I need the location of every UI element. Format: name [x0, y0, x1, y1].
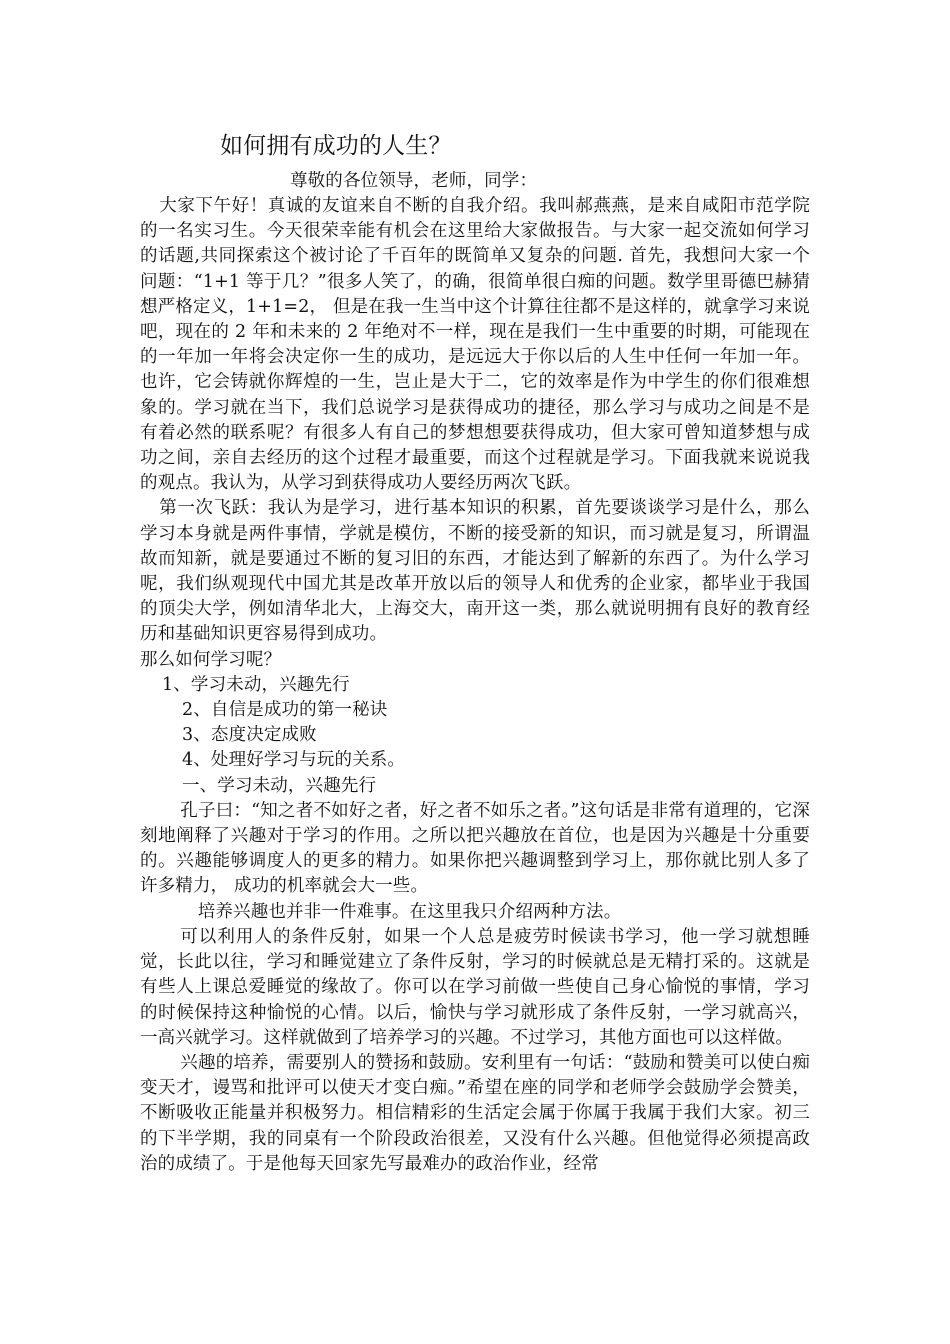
paragraph-first-leap: 第一次飞跃：我认为是学习，进行基本知识的积累，首先要谈谈学习是什么，那么学习本身就是两件事情，学就是模仿，不断的接受新的知识，而习就是复习，所谓温故而知新，就是要通过不断的复习旧的东西，才能达到了解新的东西了。为什么学习呢，我们纵观现代中国尤其是改革开放以后的领导人和优秀的企业家，都毕业于我国的顶尖大学，例如清华北大，上海交大，南开这一类，那么就说明拥有良好的教育经历和基础知识更容易得到成功。: [140, 498, 810, 645]
list-item-3: 3、态度决定成败: [182, 725, 317, 746]
document-body: [140, 128, 810, 1177]
section-heading: 一、学习未动，兴趣先行: [182, 775, 377, 796]
document-title: 如何拥有成功的人生？: [220, 133, 452, 159]
paragraph-intro: 大家下午好！真诚的友谊来自不断的自我介绍。我叫郝燕燕，是来自咸阳市范学院的一名实习生。今天很荣幸能有机会在这里给大家做报告。与大家一起交流如何学习的话题,共同探索这个被讨论了千百年的既简单又复杂的问题. 首先，我想问大家一个问题：“1+1 等于几？”很多人笑了，的确，很简单很白痴的问题。数学里哥德巴赫猜想严格定义，1+1=2， 但是在我一生当中这个计算往往都不是这样的，就拿学习来说吧，现在的 2 年和未来的 2 年绝对不一样，现在是我们一生中重要的时期，可能现在的一年加一年将会决定你一生的成功，是远远大于你以后的人生中任何一年加一年。也许，它会铸就你辉煌的一生，岂止是大于二，它的效率是作为中学生的你们很难想象的。学习就在当下，我们总说学习是获得成功的捷径，那么学习与成功之间是不是有着必然的联系呢？有很多人有自己的梦想想要获得成功，但大家可曾知道梦想与成功之间，亲自去经历的这个过程才最重要，而这个过程就是学习。下面我就来说说我的观点。我认为，从学习到获得成功人要经历两次飞跃。: [140, 196, 810, 494]
paragraph-conditioned-reflex: 可以利用人的条件反射，如果一个人总是疲劳时候读书学习，他一学习就想睡觉，长此以往，学习和睡觉建立了条件反射，学习的时候就总是无精打采的。这就是有些人上课总爱睡觉的缘故了。你可以在学习前做一些使自己身心愉悦的事情，学习的时候保持这种愉悦的心情。以后，愉快与学习就形成了条件反射，一学习就高兴，一高兴就学习。这样就做到了培养学习的兴趣。不过学习，其他方面也可以这样做。: [140, 926, 810, 1048]
list-item-4: 4、处理好学习与玩的关系。: [182, 750, 406, 771]
paragraph-methods-intro: 培养兴趣也并非一件难事。在这里我只介绍两种方法。: [197, 901, 622, 922]
list-item-1: 1、学习未动，兴趣先行: [162, 674, 350, 695]
paragraph-encouragement: 兴趣的培养，需要别人的赞扬和鼓励。安利里有一句话：“鼓励和赞美可以使白痴变天才，谩骂和批评可以使天才变白痴。”希望在座的同学和老师学会鼓励学会赞美，不断吸收正能量并积极努力。相信精彩的生活定会属于你属于我属于我们大家。初三的下半学期，我的同桌有一个阶段政治很差，又没有什么兴趣。但他觉得必须提高政治的成绩了。于是他每天回家先写最难办的政治作业，经常: [140, 1052, 810, 1174]
salutation: 尊敬的各位领导，老师，同学：: [290, 171, 538, 191]
question-line: 那么如何学习呢？: [140, 649, 282, 670]
paragraph-confucius: 孔子曰：“知之者不如好之者，好之者不如乐之者。”这句话是非常有道理的，它深刻地阐释了兴趣对于学习的作用。之所以把兴趣放在首位，也是因为兴趣是十分重要的。兴趣能够调度人的更多的精力。如果你把兴趣调整到学习上，那你就比别人多了许多精力， 成功的机率就会大一些。: [140, 800, 810, 897]
list-item-2: 2、自信是成功的第一秘诀: [182, 700, 388, 721]
